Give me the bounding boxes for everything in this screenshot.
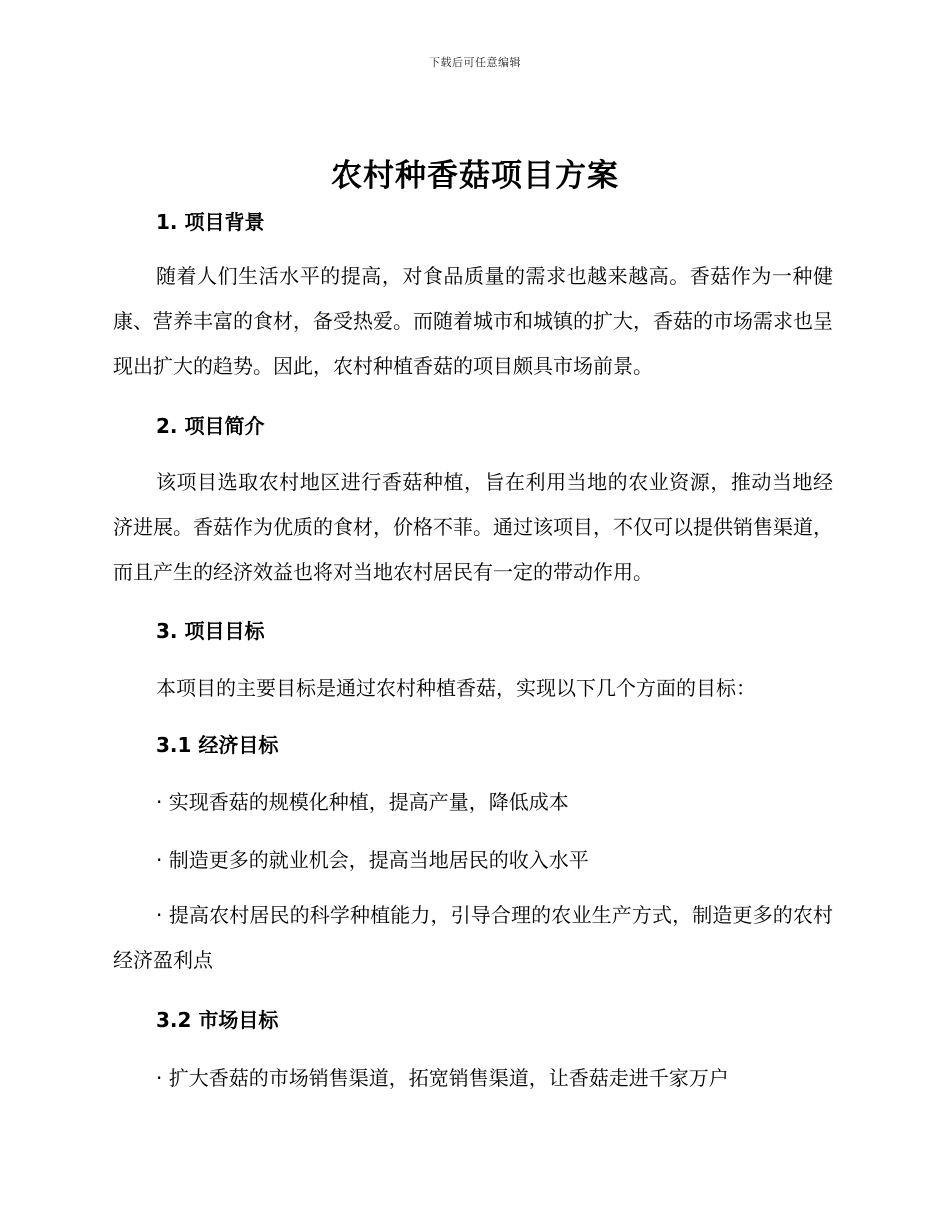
section-paragraph-introduction: 该项目选取农村地区进行香菇种植，旨在利用当地的农业资源，推动当地经济进展。香菇作为优质的食材，价格不菲。通过该项目，不仅可以提供销售渠道，而且产生的经济效益也将对当地农村居民有一定的带动作用。 [113,470,833,584]
list-item: · 实现香菇的规模化种植，提高产量，降低成本 [156,790,569,814]
subsection-heading-economic: 3.1 经济目标 [156,733,279,757]
section-heading-goals: 3. 项目目标 [156,619,265,643]
subsection-heading-market: 3.2 市场目标 [156,1008,279,1032]
header-note: 下载后可任意编辑 [429,56,521,69]
section-paragraph-background: 随着人们生活水平的提高，对食品质量的需求也越来越高。香菇作为一种健康、营养丰富的食材，备受热爱。而随着城市和城镇的扩大，香菇的市场需求也呈现出扩大的趋势。因此，农村种植香菇的项目颇具市场前景。 [113,264,833,378]
list-item: · 制造更多的就业机会，提高当地居民的收入水平 [156,848,589,872]
goals-intro-text: 本项目的主要目标是通过农村种植香菇，实现以下几个方面的目标： [156,676,756,700]
list-item: · 扩大香菇的市场销售渠道，拓宽销售渠道，让香菇走进千家万户 [156,1066,729,1090]
page-title: 农村种香菇项目方案 [331,158,619,194]
section-heading-background: 1. 项目背景 [156,210,265,234]
section-heading-introduction: 2. 项目简介 [156,414,265,438]
list-item: · 提高农村居民的科学种植能力，引导合理的农业生产方式，制造更多的农村经济盈利点 [113,903,833,972]
